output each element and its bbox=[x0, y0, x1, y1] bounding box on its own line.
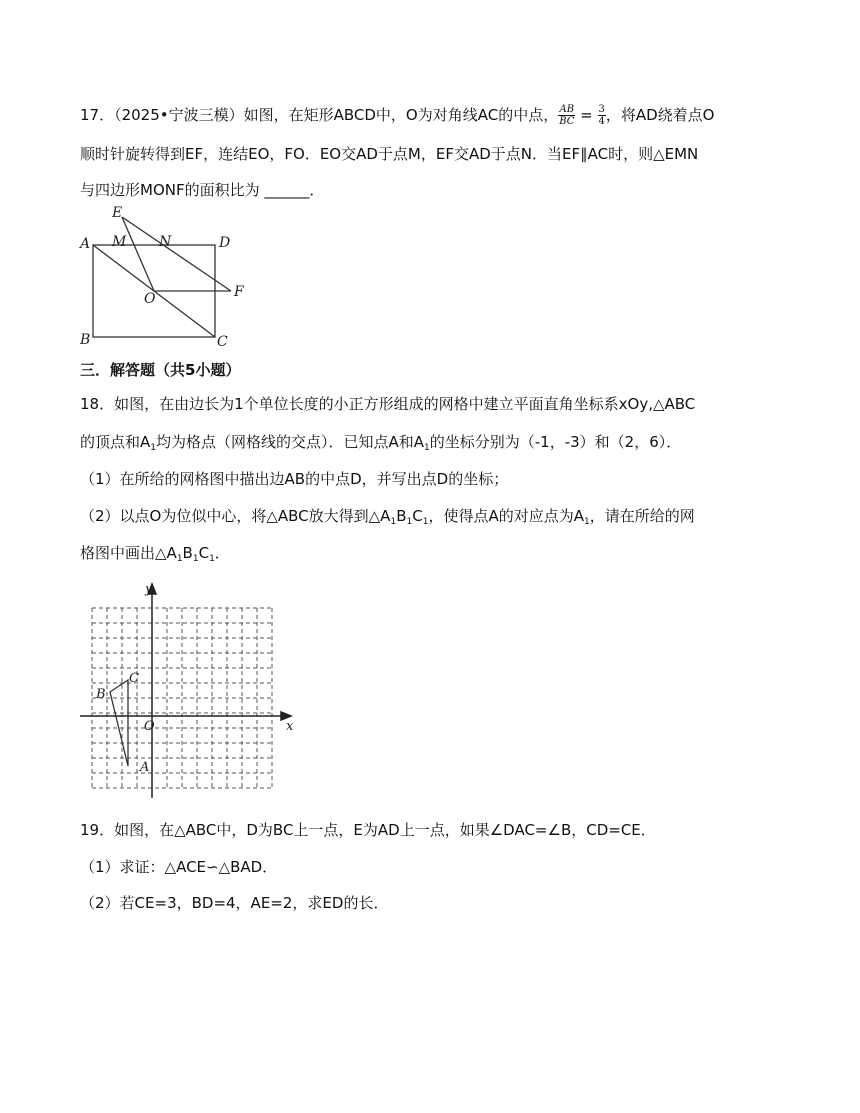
label-b: B bbox=[80, 332, 91, 348]
q18-line-1: 18．如图，在由边长为1个单位长度的小正方形组成的网格中建立平面直角坐标系xOy,△ABC bbox=[80, 395, 696, 413]
q18-line-5: 格图中画出$\triangle A_1B_1C_1$． bbox=[80, 544, 230, 564]
label-origin: O bbox=[144, 719, 155, 734]
q17-fraction-3-4: $\frac{3}{4}$ bbox=[598, 104, 605, 127]
q18-line-2: 的顶点和$A_1$均为格点（网格线的交点）．已知点A和$A_1$的坐标分别为（-1，-3）和（2，6）． bbox=[80, 433, 682, 453]
label-c: C bbox=[217, 334, 228, 350]
label-n: N bbox=[159, 234, 172, 250]
q17-rectangle-figure bbox=[70, 200, 270, 350]
q17-fraction-ab-bc: $\frac{AB}{BC}$ bbox=[559, 104, 575, 127]
label-o: O bbox=[144, 291, 156, 307]
q19-line-2: （1）求证：△ACE∽△BAD． bbox=[80, 858, 278, 876]
q18-coordinate-grid bbox=[75, 578, 305, 808]
label-x-axis: x bbox=[286, 719, 294, 734]
label-b: B bbox=[96, 687, 106, 702]
q18-line-4: （2）以点O为位似中心，将△ABC放大得到$\triangle A_1B_1C_1$，使得点A的对应点为$A_1$，请在所给的网 bbox=[80, 507, 695, 527]
label-a: A bbox=[140, 760, 150, 775]
label-y-axis: y bbox=[145, 582, 153, 597]
section-heading: 三．解答题（共5小题） bbox=[80, 361, 241, 379]
q17-equals: = bbox=[575, 106, 598, 124]
label-d: D bbox=[219, 235, 231, 251]
label-f: F bbox=[234, 284, 244, 300]
q17-text-start: 17．（2025•宁波三模）如图，在矩形ABCD中，O为对角线AC的中点， bbox=[80, 106, 559, 124]
label-a: A bbox=[80, 236, 91, 252]
q19-line-3: （2）若CE=3，BD=4，AE=2，求ED的长． bbox=[80, 894, 389, 912]
q18-line-3: （1）在所给的网格图中描出边AB的中点D，并写出点D的坐标； bbox=[80, 470, 509, 488]
q17-line-3: 与四边形MONF的面积比为 ______． bbox=[80, 181, 325, 199]
label-m: M bbox=[112, 234, 127, 250]
q17-line-2: 顺时针旋转得到EF，连结EO，FO．EO交AD于点M，EF交AD于点N．当EF∥AC时，则△EMN bbox=[80, 145, 699, 163]
q17-text-end: ，将AD绕着点O bbox=[605, 106, 715, 124]
q19-line-1: 19．如图，在△ABC中，D为BC上一点，E为AD上一点，如果∠DAC=∠B，CD=CE． bbox=[80, 821, 656, 839]
label-e: E bbox=[112, 205, 123, 221]
label-c: C bbox=[129, 671, 139, 686]
triangle-abc bbox=[110, 680, 128, 766]
q17-line-1 bbox=[80, 104, 715, 127]
grid-lines bbox=[92, 608, 272, 788]
